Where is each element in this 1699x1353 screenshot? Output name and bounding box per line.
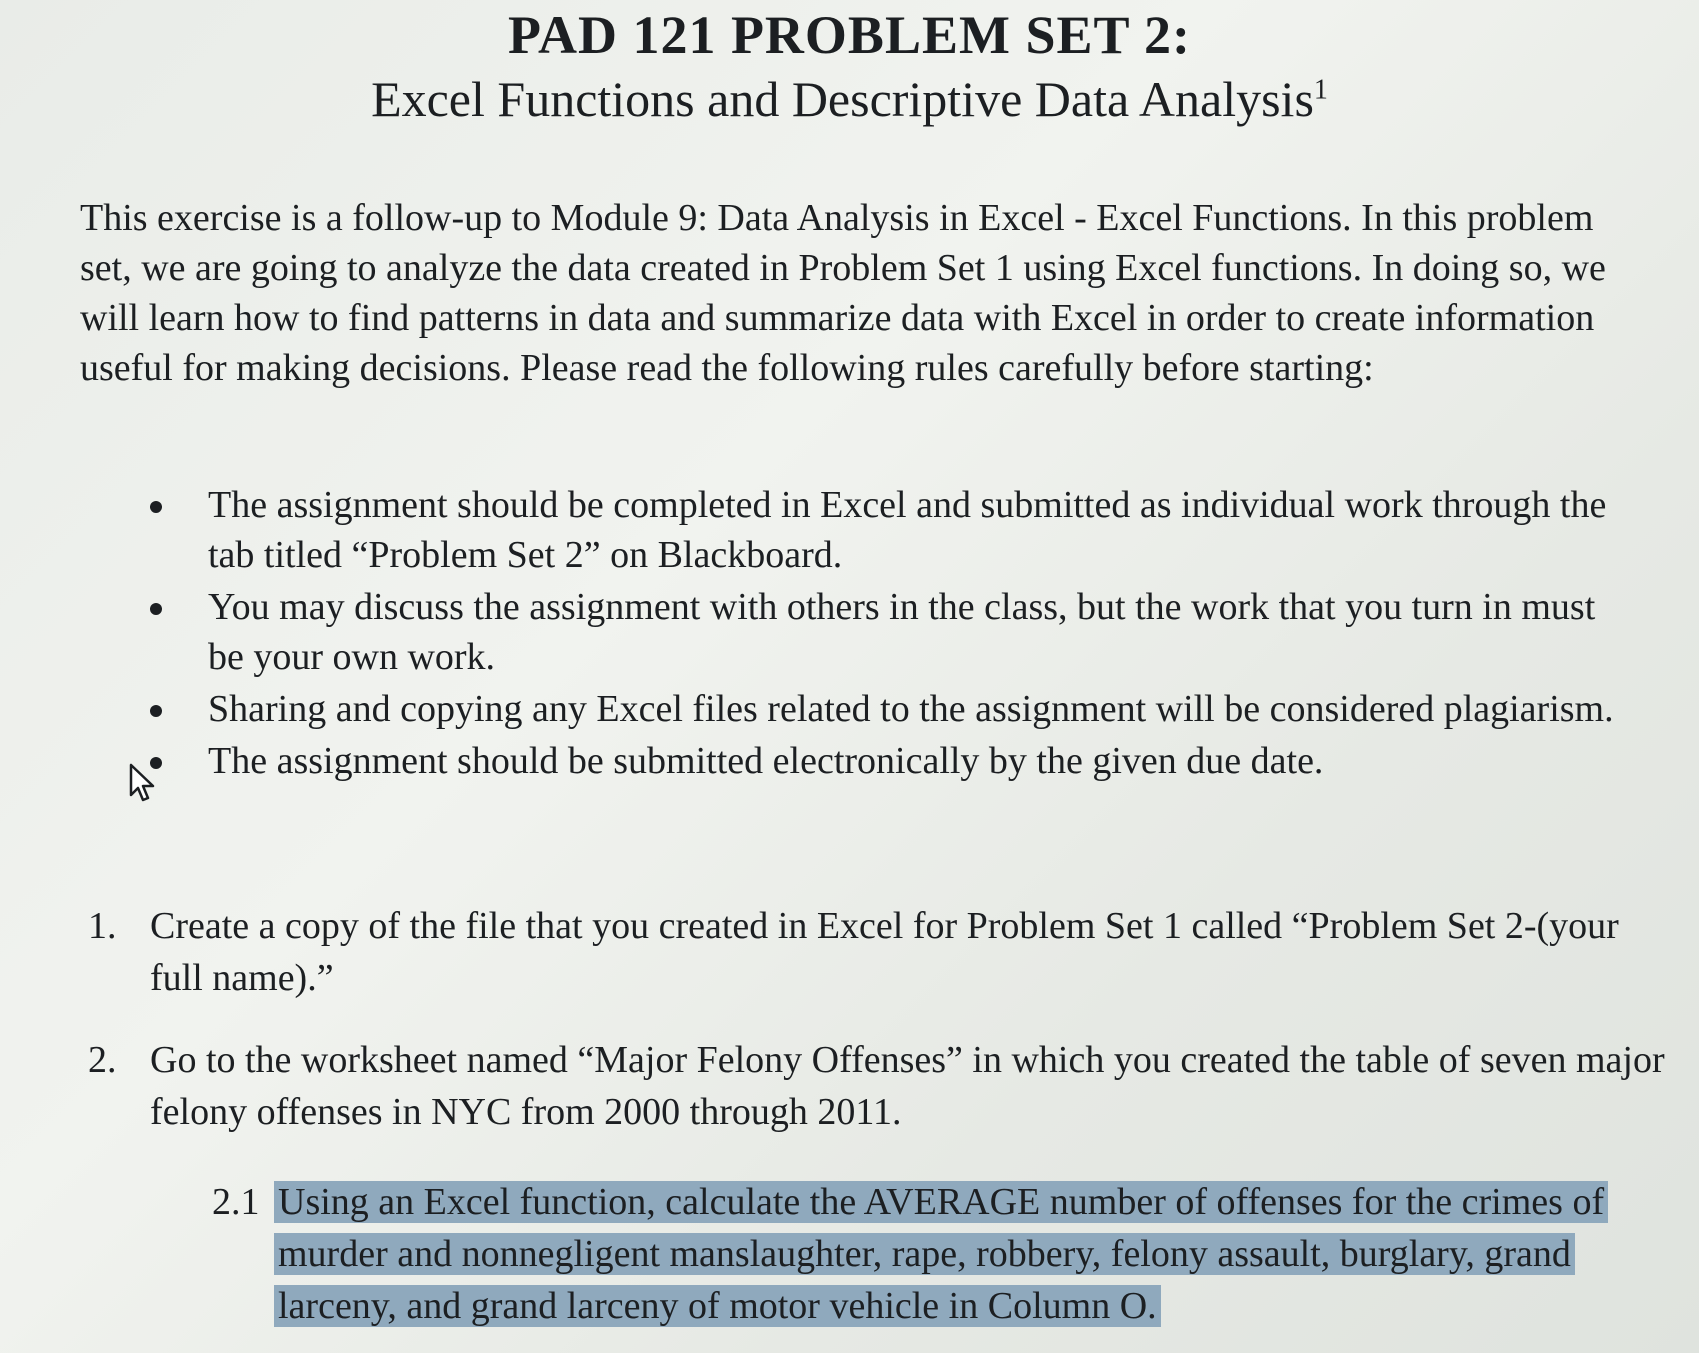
bullet-icon — [150, 501, 162, 513]
footnote-marker: 1 — [1313, 74, 1328, 106]
step-item — [88, 1034, 1668, 1138]
mouse-pointer-icon — [128, 763, 158, 803]
rule-text: You may discuss the assignment with others in the class, but the work that you turn in must be your own work. — [208, 586, 1596, 678]
bullet-icon — [150, 705, 162, 717]
step-item — [88, 900, 1668, 1004]
substep-number: 2.1 — [212, 1181, 260, 1223]
rule-item — [140, 480, 1640, 580]
rule-item — [140, 736, 1640, 786]
rule-text: Sharing and copying any Excel files related to the assignment will be considered plagiarism. — [208, 688, 1614, 730]
step-number: 2. — [88, 1039, 117, 1081]
substep-item — [212, 1176, 1672, 1332]
document-title: PAD 121 PROBLEM SET 2: — [507, 5, 1192, 65]
rules-list — [140, 480, 1640, 788]
subtitle-text: Excel Functions and Descriptive Data Analysis — [371, 71, 1314, 127]
rule-text: The assignment should be submitted electronically by the given due date. — [208, 740, 1324, 782]
rule-item — [140, 684, 1640, 734]
rule-item — [140, 582, 1640, 682]
step-text: Go to the worksheet named “Major Felony Offenses” in which you created the table of seven major felony offenses in NYC from 2000 through 2011. — [150, 1039, 1665, 1133]
step-number: 1. — [88, 905, 117, 947]
document-subtitle — [0, 70, 1699, 128]
highlighted-selection[interactable]: Using an Excel function, calculate the AVERAGE number of offenses for the crimes of murder and nonnegligent manslaughter, rape, robbery, felony assault, burglary, grand larceny, and grand larceny of motor vehicle in Column O. — [274, 1181, 1608, 1327]
rule-text: The assignment should be completed in Excel and submitted as individual work through the tab titled “Problem Set 2” on Blackboard. — [208, 484, 1607, 576]
step-text: Create a copy of the file that you created in Excel for Problem Set 1 called “Problem Set 2-(your full name).” — [150, 905, 1619, 999]
intro-paragraph: This exercise is a follow-up to Module 9: Data Analysis in Excel - Excel Functions. In this problem set, we are going to analyze the data created in Problem Set 1 using Excel functions. In doing so, we will learn how to find patterns in data and summarize data with Excel in order to create information useful for making decisions. Please read the following rules carefully before starting: — [80, 197, 1606, 389]
bullet-icon — [150, 603, 162, 615]
